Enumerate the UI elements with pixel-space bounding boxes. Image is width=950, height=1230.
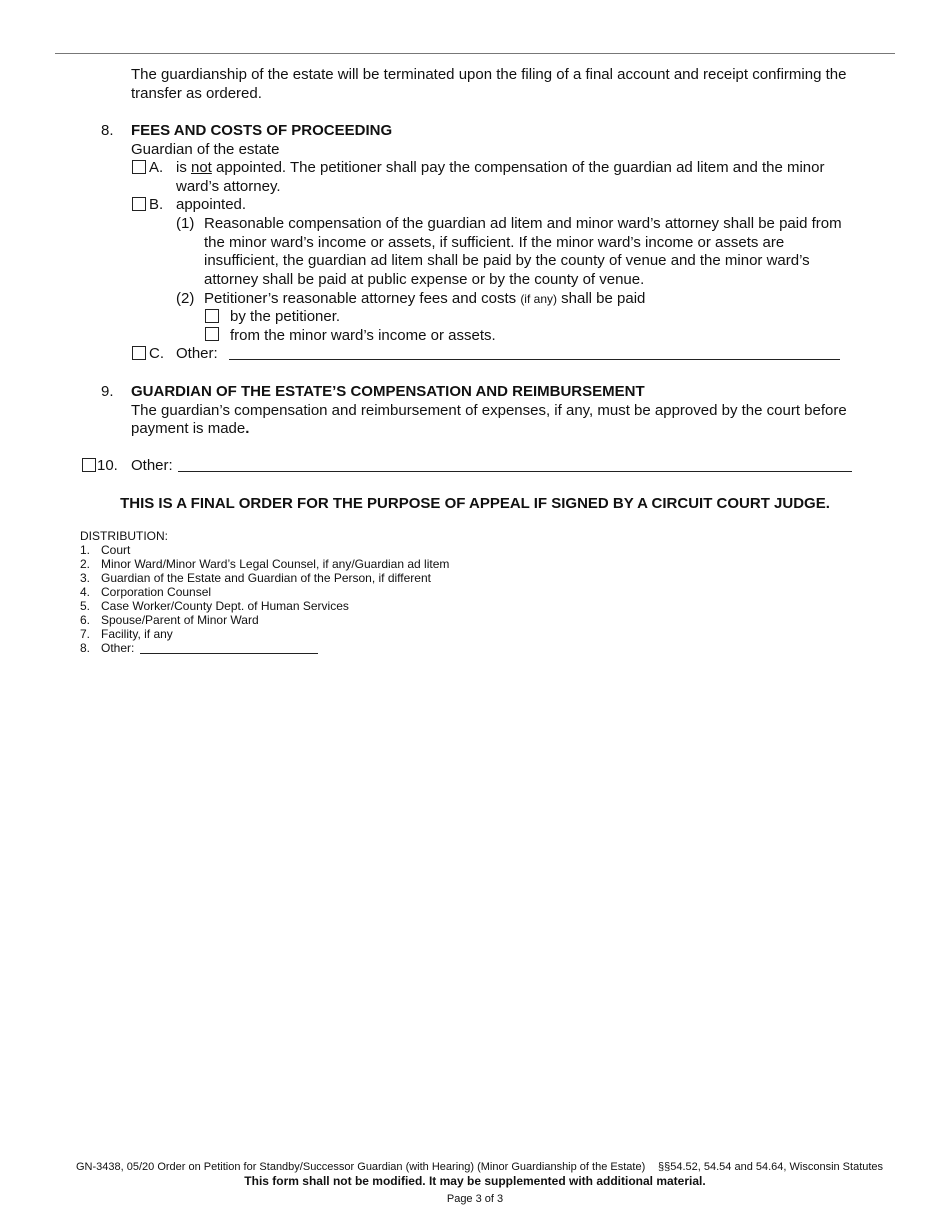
header-rule bbox=[55, 53, 895, 54]
section-9-heading: GUARDIAN OF THE ESTATE’S COMPENSATION AND REIMBURSEMENT bbox=[131, 383, 645, 400]
paid-from-ward-assets-checkbox[interactable] bbox=[205, 327, 219, 341]
section-9-number: 9. bbox=[101, 383, 114, 400]
final-order-notice: THIS IS A FINAL ORDER FOR THE PURPOSE OF APPEAL IF SIGNED BY A CIRCUIT COURT JUDGE. bbox=[120, 495, 830, 512]
section-8-heading: FEES AND COSTS OF PROCEEDING bbox=[131, 122, 393, 139]
option-a-checkbox[interactable] bbox=[132, 160, 146, 174]
option-b-item-2-number: (2) bbox=[176, 290, 195, 307]
option-b-checkbox[interactable] bbox=[132, 197, 146, 211]
option-b-item-1-line-2: the minor ward’s income or assets, if sufficient. If the minor ward’s income or assets are bbox=[204, 234, 785, 251]
distribution-item: 8. Other: bbox=[80, 641, 135, 655]
distribution-item: 5. Case Worker/County Dept. of Human Services bbox=[80, 599, 349, 613]
paid-by-petitioner-checkbox[interactable] bbox=[205, 309, 219, 323]
intro-line-2: transfer as ordered. bbox=[131, 85, 262, 102]
footer-statutes: §§54.52, 54.54 and 54.64, Wisconsin Statutes bbox=[658, 1161, 884, 1173]
section-10-checkbox[interactable] bbox=[82, 458, 96, 472]
footer-form-id: GN-3438, 05/20 Order on Petition for Standby/Successor Guardian (with Hearing) (Minor Guardianship of the Estate) bbox=[76, 1161, 646, 1173]
option-b-item-1-line-4: attorney shall be paid at public expense or by the county of venue. bbox=[204, 271, 645, 288]
distribution-other-field[interactable] bbox=[140, 653, 318, 654]
distribution-list bbox=[80, 543, 449, 655]
distribution-item: 4. Corporation Counsel bbox=[80, 585, 212, 599]
section-10-label: Other: bbox=[131, 457, 173, 474]
paid-from-ward-assets-label: from the minor ward’s income or assets. bbox=[230, 327, 496, 344]
option-a-line-2: ward’s attorney. bbox=[176, 178, 281, 195]
distribution-item: 2. Minor Ward/Minor Ward’s Legal Counsel, if any/Guardian ad litem bbox=[80, 557, 450, 571]
option-b-item-1-number: (1) bbox=[176, 215, 195, 232]
option-b-label: appointed. bbox=[176, 196, 247, 213]
section-9-line-2: payment is made. bbox=[131, 420, 250, 437]
distribution-item: 1. Court bbox=[80, 543, 131, 557]
distribution-item: 6. Spouse/Parent of Minor Ward bbox=[80, 613, 259, 627]
distribution-item: 7. Facility, if any bbox=[80, 627, 173, 641]
option-c-label: Other: bbox=[176, 345, 218, 362]
footer-page-number: Page 3 of 3 bbox=[446, 1193, 504, 1205]
section-9-line-1: The guardian’s compensation and reimbursement of expenses, if any, must be approved by the court before bbox=[131, 402, 847, 419]
option-b-item-2-text: Petitioner’s reasonable attorney fees and costs (if any) shall be paid bbox=[204, 290, 646, 307]
section-10-number: 10. bbox=[97, 457, 118, 474]
option-a-text: is not appointed. The petitioner shall pay the compensation of the guardian ad litem and the minor bbox=[176, 159, 825, 176]
distribution-item: 3. Guardian of the Estate and Guardian of the Person, if different bbox=[80, 571, 431, 585]
paid-by-petitioner-label: by the petitioner. bbox=[230, 308, 341, 325]
option-a-underlined: not bbox=[191, 159, 212, 176]
distribution-title: DISTRIBUTION: bbox=[80, 529, 169, 543]
option-b-item-1-line-1: Reasonable compensation of the guardian ad litem and minor ward’s attorney shall be paid from bbox=[204, 215, 842, 232]
option-c-other-field[interactable] bbox=[229, 359, 840, 360]
option-b-item-1-line-3: insufficient, the guardian ad litem shall be paid by the county of venue and the minor ward’s bbox=[204, 252, 810, 269]
footer-notice: This form shall not be modified. It may be supplemented with additional material. bbox=[244, 1174, 706, 1188]
option-c-checkbox[interactable] bbox=[132, 346, 146, 360]
option-a-letter: A. bbox=[149, 159, 164, 176]
option-b-letter: B. bbox=[149, 196, 164, 213]
section-8-subheading: Guardian of the estate bbox=[131, 141, 280, 158]
intro-line-1: The guardianship of the estate will be terminated upon the filing of a final account and receipt confirming the bbox=[131, 66, 847, 83]
option-c-letter: C. bbox=[149, 345, 164, 362]
section-8-number: 8. bbox=[101, 122, 114, 139]
section-10-other-field[interactable] bbox=[178, 471, 852, 472]
